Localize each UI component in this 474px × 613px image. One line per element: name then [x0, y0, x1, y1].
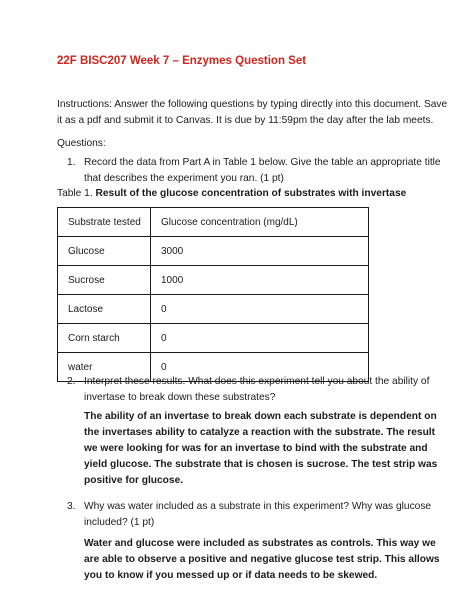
table-cell: 1000 [151, 266, 369, 295]
table-cell: Sucrose [58, 266, 151, 295]
table-row [58, 266, 369, 295]
q2-answer-line-5: positive for glucose. [84, 475, 184, 486]
table-cell: Glucose [58, 237, 151, 266]
instructions-line-1: Instructions: Answer the following questions by typing directly into this document. Save [57, 99, 448, 110]
q1-line-2: that describes the experiment you ran. (1 pt) [84, 173, 284, 184]
table-row [58, 295, 369, 324]
table-cell: 0 [151, 324, 369, 353]
table-row [58, 237, 369, 266]
q3-answer-line-3: you to know if you messed up or if data needs to be skewed. [84, 570, 378, 581]
q1-line-1: Record the data from Part A in Table 1 below. Give the table an appropriate title [84, 157, 441, 168]
table-cell: 0 [151, 295, 369, 324]
q2-answer-line-4: yield glucose. The substrate that is chosen is sucrose. The test strip was [84, 459, 438, 470]
q3-line-2: included? (1 pt) [84, 517, 155, 528]
q2-answer-line-2: the invertases ability to catalyze a reaction with the substrate. The result [84, 427, 436, 438]
questions-heading: Questions: [57, 138, 106, 149]
table-cell: 3000 [151, 237, 369, 266]
table-row [58, 324, 369, 353]
results-table [57, 207, 369, 382]
table-cell: Lactose [58, 295, 151, 324]
table-caption-title: Result of the glucose concentration of substrates with invertase [95, 188, 407, 199]
q3-line-1: Why was water included as a substrate in this experiment? Why was glucose [84, 501, 432, 512]
document-title: 22F BISC207 Week 7 – Enzymes Question Set [57, 55, 307, 67]
q2-answer-line-1: The ability of an invertase to break down each substrate is dependent on [84, 411, 437, 422]
q3-number: 3. [67, 501, 76, 512]
table-caption [57, 186, 406, 202]
table-header-cell: Glucose concentration (mg/dL) [151, 208, 369, 237]
q1-number: 1. [67, 157, 76, 168]
q2-line-1: Interpret these results. What does this experiment tell you about the ability of [84, 376, 430, 387]
q2-number: 2. [67, 376, 76, 387]
q2-line-2: invertase to break down these substrates? [84, 392, 276, 403]
instructions-line-2: it as a pdf and submit it to Canvas. It is due by 11:59pm the day after the lab meets. [57, 115, 434, 126]
q3-answer-line-1: Water and glucose were included as substrates as controls. This way we [84, 538, 436, 549]
table-cell: 0 [151, 353, 369, 382]
table-caption-prefix: Table 1. [57, 188, 96, 199]
table-header-cell: Substrate tested [58, 208, 151, 237]
table-cell: water [58, 353, 151, 382]
table-cell: Corn starch [58, 324, 151, 353]
q3-answer-line-2: are able to observe a positive and negative glucose test strip. This allows [84, 554, 440, 565]
table-header-row [58, 208, 369, 237]
q2-answer-line-3: we were looking for was for an invertase to bind with the substrate and [84, 443, 428, 454]
